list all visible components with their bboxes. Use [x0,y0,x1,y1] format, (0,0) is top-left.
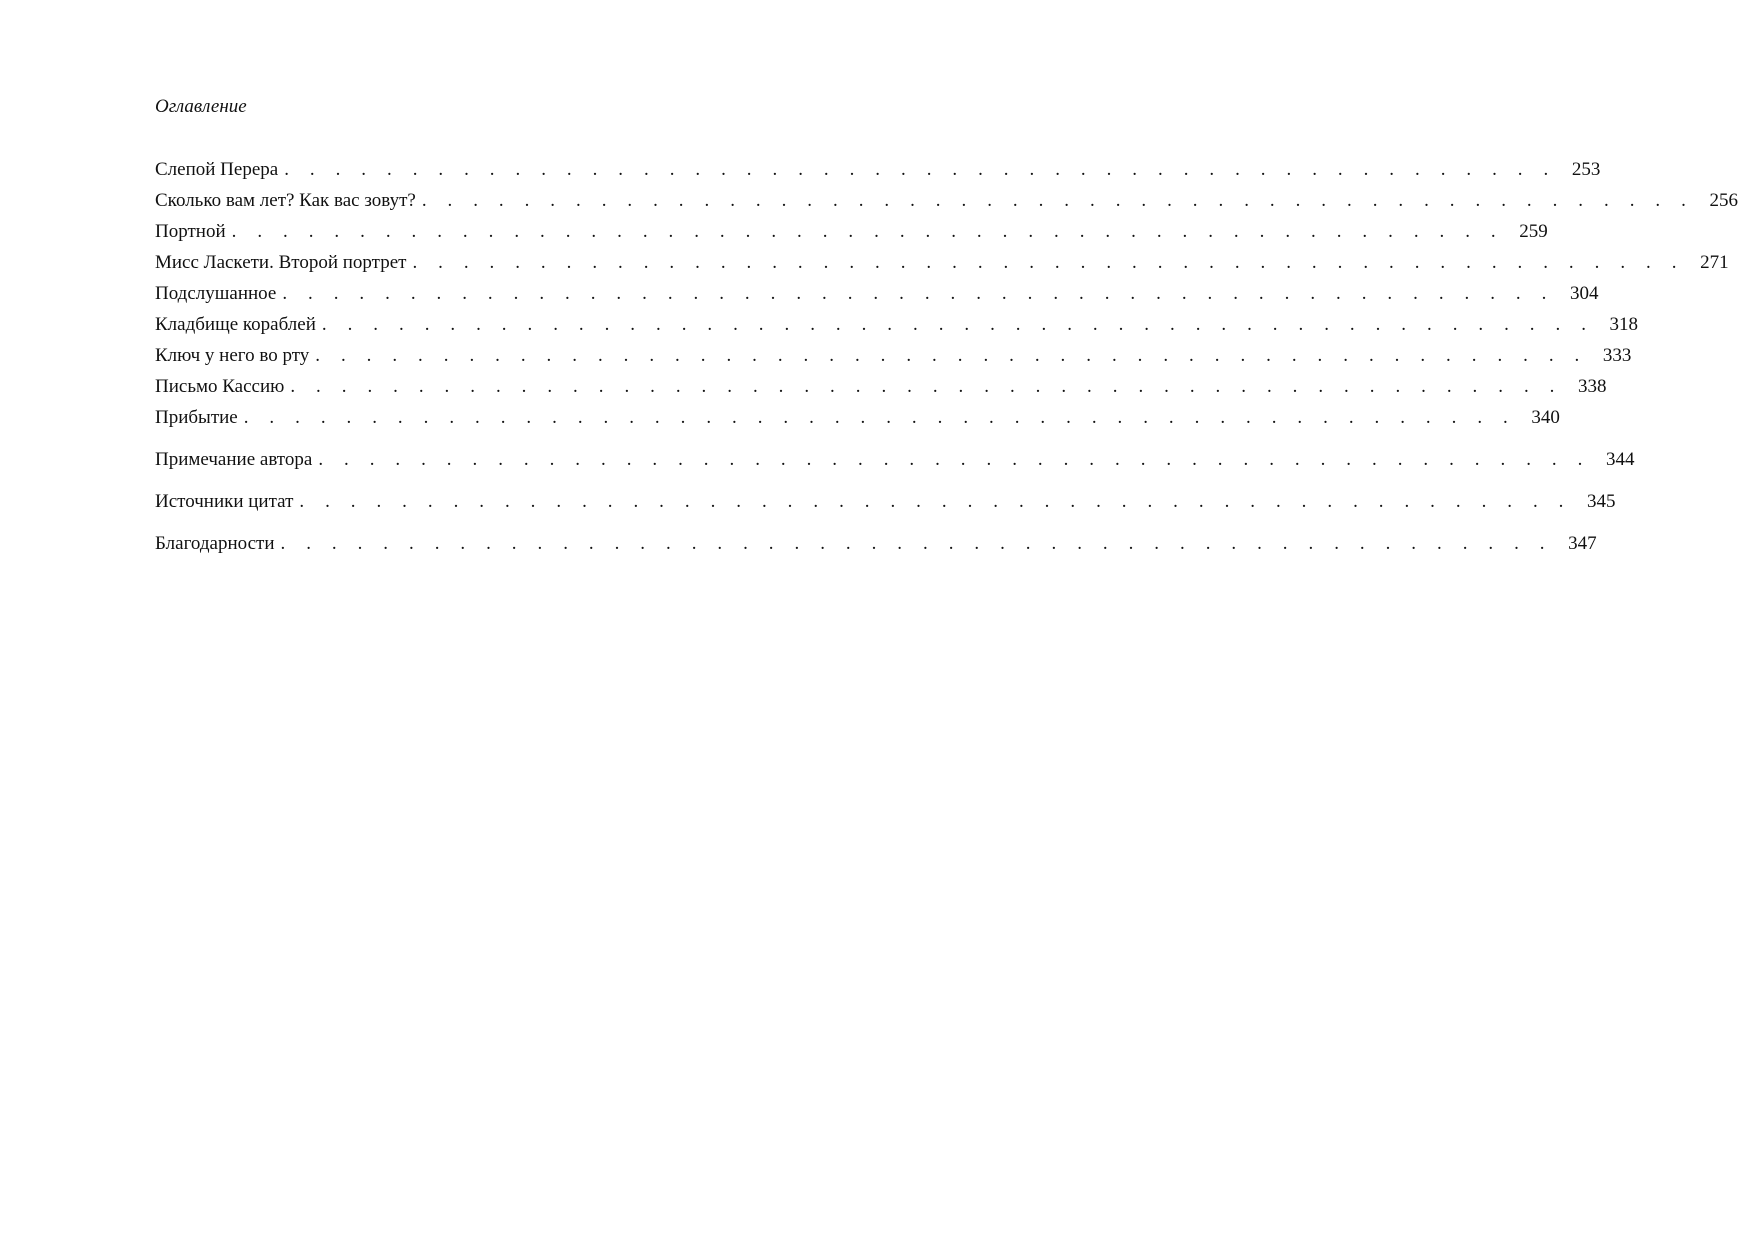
toc-entry-title: Благодарности [155,533,275,554]
toc-entry-title: Портной [155,221,226,242]
toc-entry-title: Подслушанное [155,283,277,304]
toc-entry-page: 347 [1568,533,1597,554]
toc-entry-title: Источники цитат [155,491,294,512]
toc-dot-leader: . . . . . . . . . . . . . . . . . . . . . . . . . . . . . . . . . . . . . . . . . . . . . . . . . . [412,252,1685,273]
table-of-contents [155,94,1738,559]
toc-entry-page: 304 [1569,283,1599,304]
toc-dot-leader: . . . . . . . . . . . . . . . . . . . . . . . . . . . . . . . . . . . . . . . . . . . . . . . . . . [318,449,1591,470]
toc-entry-page: 259 [1519,221,1548,242]
toc-dot-leader: . . . . . . . . . . . . . . . . . . . . . . . . . . . . . . . . . . . . . . . . . . . . . . . . . . [315,345,1588,366]
toc-entry-title: Прибытие [155,407,238,428]
toc-dot-leader: . . . . . . . . . . . . . . . . . . . . . . . . . . . . . . . . . . . . . . . . . . . . . . . . . . [231,221,1504,242]
toc-dot-leader: . . . . . . . . . . . . . . . . . . . . . . . . . . . . . . . . . . . . . . . . . . . . . . . . . . [290,376,1563,397]
toc-entry-page: 256 [1709,190,1738,211]
toc-entry-title: Сколько вам лет? Как вас зовут? [155,190,416,211]
toc-entry [155,216,1548,247]
toc-entry [155,340,1632,371]
toc-dot-leader: . . . . . . . . . . . . . . . . . . . . . . . . . . . . . . . . . . . . . . . . . . . . . . . . . . [321,314,1595,335]
toc-dot-leader: . . . . . . . . . . . . . . . . . . . . . . . . . . . . . . . . . . . . . . . . . . . . . . . . . . [284,159,1557,180]
toc-entry [155,278,1599,309]
toc-entry-page: 340 [1531,407,1560,428]
toc-entry [155,528,1597,559]
toc-entry [155,402,1560,433]
toc-heading: Оглавление [155,96,247,117]
toc-entry-page: 345 [1587,491,1616,512]
toc-entry [155,309,1639,340]
toc-entry-page: 333 [1602,345,1632,366]
toc-dot-leader: . . . . . . . . . . . . . . . . . . . . . . . . . . . . . . . . . . . . . . . . . . . . . . . . . . [280,533,1553,554]
toc-entry [155,486,1616,517]
toc-entry [155,185,1738,216]
toc-entry-page: 318 [1609,314,1639,335]
toc-entry [155,247,1729,278]
toc-entry-title: Кладбище кораблей [155,314,316,335]
toc-dot-leader: . . . . . . . . . . . . . . . . . . . . . . . . . . . . . . . . . . . . . . . . . . . . . . . . . . [243,407,1516,428]
toc-entry [155,154,1601,185]
toc-list [155,154,1738,559]
toc-dot-leader: . . . . . . . . . . . . . . . . . . . . . . . . . . . . . . . . . . . . . . . . . . . . . . . . . . [282,283,1555,304]
toc-entry [155,444,1635,475]
toc-entry-title: Слепой Перера [155,159,279,180]
toc-entry-page: 253 [1571,159,1601,180]
toc-dot-leader: . . . . . . . . . . . . . . . . . . . . . . . . . . . . . . . . . . . . . . . . . . . . . . . . . . [299,491,1572,512]
toc-entry-page: 271 [1700,252,1729,273]
toc-entry-title: Письмо Кассию [155,376,285,397]
toc-entry-page: 338 [1578,376,1607,397]
toc-entry-page: 344 [1605,449,1635,470]
toc-entry [155,371,1607,402]
toc-dot-leader: . . . . . . . . . . . . . . . . . . . . . . . . . . . . . . . . . . . . . . . . . . . . . . . . . . [421,190,1694,211]
toc-entry-title: Примечание автора [155,449,313,470]
toc-entry-title: Мисс Ласкети. Второй портрет [155,252,407,273]
toc-entry-title: Ключ у него во рту [155,345,310,366]
